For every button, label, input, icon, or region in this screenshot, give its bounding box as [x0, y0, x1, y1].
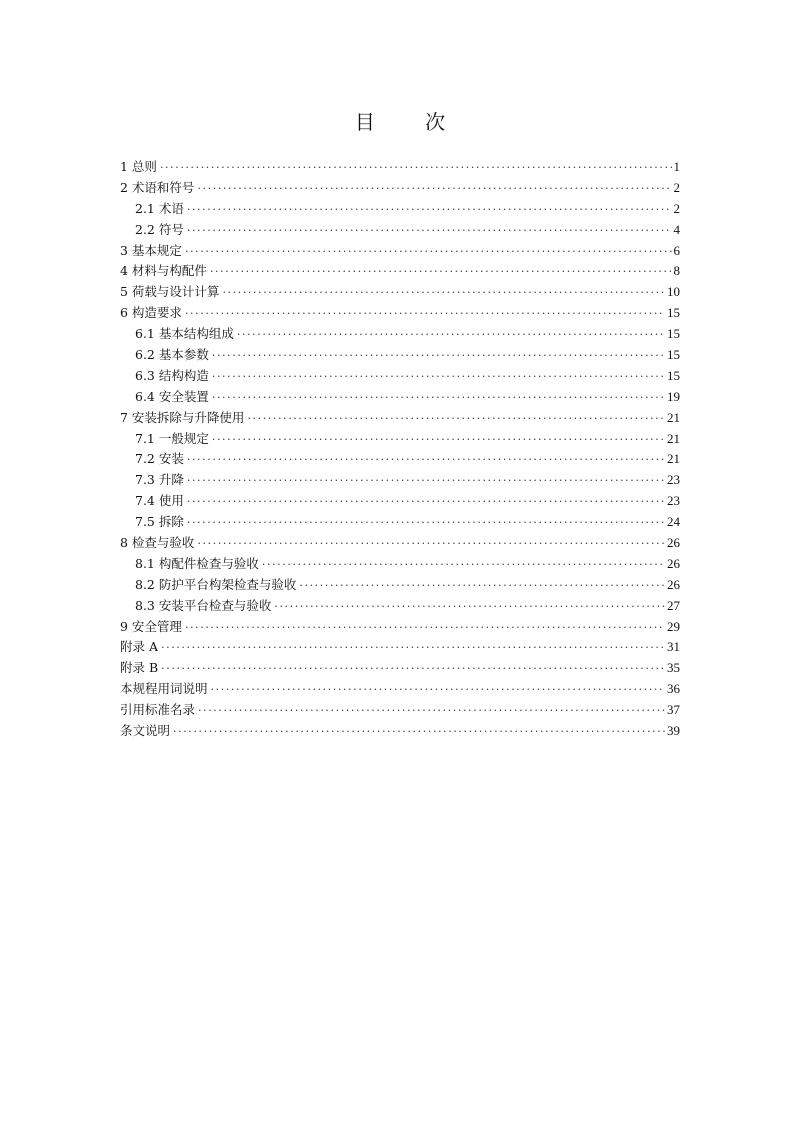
toc-entry-page: 26: [667, 535, 680, 551]
toc-entry-page: 27: [667, 597, 680, 613]
toc-entry-label: 2 术语和符号: [120, 179, 195, 195]
toc-entry-page: 35: [667, 660, 680, 676]
leader-dots: [212, 388, 665, 409]
toc-entry[interactable]: [120, 554, 680, 575]
toc-entry-label: 条文说明: [120, 723, 171, 739]
toc-entry-page: 37: [667, 702, 680, 718]
toc-entry-label: 1 总则: [120, 159, 157, 174]
toc-entry-label: 7.5 拆除: [135, 514, 184, 530]
table-of-contents: [120, 157, 680, 742]
toc-entry[interactable]: [120, 408, 680, 429]
leader-dots: [197, 179, 671, 200]
toc-entry-label: 7.2 安装: [135, 451, 184, 467]
toc-entry[interactable]: [120, 470, 680, 491]
toc-entry-label: 7.4 使用: [135, 493, 184, 509]
leader-dots: [247, 409, 665, 430]
toc-entry-label: 7.1 一般规定: [135, 430, 209, 446]
leader-dots: [210, 262, 672, 283]
toc-entry[interactable]: [120, 512, 680, 533]
toc-entry[interactable]: [120, 575, 680, 596]
toc-entry[interactable]: [120, 658, 680, 679]
toc-entry-page: 15: [667, 305, 680, 321]
toc-entry-page: 2: [673, 179, 680, 195]
toc-entry-label: 8.3 安装平台检查与验收: [135, 597, 272, 613]
toc-entry[interactable]: [120, 199, 680, 220]
leader-dots: [185, 304, 665, 325]
leader-dots: [274, 597, 665, 618]
toc-entry-label: 6.1 基本结构组成: [135, 326, 234, 342]
leader-dots: [187, 471, 665, 492]
leader-dots: [212, 367, 665, 388]
toc-entry[interactable]: [120, 261, 680, 282]
toc-entry-page: 39: [667, 723, 680, 739]
toc-entry-page: 21: [667, 409, 680, 425]
toc-entry-label: 9 安全管理: [120, 618, 182, 634]
toc-entry[interactable]: [120, 241, 680, 262]
leader-dots: [187, 221, 672, 242]
leader-dots: [173, 722, 665, 743]
toc-entry-label: 7 安装拆除与升降使用: [120, 409, 245, 425]
toc-entry[interactable]: [120, 596, 680, 617]
toc-entry[interactable]: [120, 303, 680, 324]
toc-entry-label: 8.2 防护平台构架检查与验收: [135, 576, 297, 592]
toc-entry-page: 21: [667, 430, 680, 446]
toc-entry-label: 附录 A: [120, 639, 159, 655]
toc-entry-label: 2.2 符号: [135, 221, 184, 237]
leader-dots: [187, 492, 665, 513]
toc-entry-page: 23: [667, 493, 680, 509]
toc-entry[interactable]: [120, 491, 680, 512]
toc-entry[interactable]: [120, 700, 680, 721]
toc-entry[interactable]: [120, 721, 680, 742]
leader-dots: [197, 534, 665, 555]
page-title: 目 次: [354, 110, 468, 134]
leader-dots: [211, 680, 665, 701]
leader-dots: [187, 450, 665, 471]
toc-entry-page: 26: [667, 576, 680, 592]
toc-entry[interactable]: [120, 449, 680, 470]
toc-entry-page: 10: [667, 284, 680, 300]
leader-dots: [185, 242, 672, 263]
toc-entry-page: 15: [667, 367, 680, 383]
toc-entry-label: 3 基本规定: [120, 242, 182, 258]
toc-entry[interactable]: [120, 157, 680, 178]
toc-entry-label: 8 检查与验收: [120, 535, 195, 551]
toc-entry[interactable]: [120, 282, 680, 303]
leader-dots: [222, 283, 665, 304]
toc-entry-page: 4: [673, 221, 680, 237]
toc-entry-page: 24: [667, 514, 680, 530]
leader-dots: [185, 618, 665, 639]
toc-entry[interactable]: [120, 429, 680, 450]
leader-dots: [299, 576, 665, 597]
toc-entry-page: 15: [667, 347, 680, 363]
toc-entry-page: 26: [667, 555, 680, 571]
toc-entry-page: 31: [667, 639, 680, 655]
toc-entry[interactable]: [120, 345, 680, 366]
toc-entry-page: 19: [667, 388, 680, 404]
toc-entry-label: 6.3 结构构造: [135, 367, 209, 383]
toc-entry[interactable]: [120, 220, 680, 241]
leader-dots: [198, 701, 665, 722]
toc-entry[interactable]: [120, 533, 680, 554]
toc-entry-page: 8: [673, 263, 680, 279]
toc-entry-page: 2: [673, 200, 680, 216]
leader-dots: [160, 158, 672, 179]
leader-dots: [161, 659, 665, 680]
toc-entry-label: 6 构造要求: [120, 305, 182, 321]
toc-entry-label: 7.3 升降: [135, 472, 184, 488]
leader-dots: [161, 638, 665, 659]
toc-entry[interactable]: [120, 178, 680, 199]
toc-entry-page: 15: [667, 326, 680, 342]
toc-entry-label: 6.4 安全装置: [135, 388, 209, 404]
toc-entry[interactable]: [120, 679, 680, 700]
toc-entry-label: 引用标准名录: [120, 702, 196, 718]
toc-entry-label: 附录 B: [120, 660, 159, 676]
toc-entry-label: 4 材料与构配件: [120, 263, 207, 279]
toc-entry-label: 6.2 基本参数: [135, 347, 209, 363]
toc-entry[interactable]: [120, 387, 680, 408]
toc-entry-page: 1: [673, 159, 680, 174]
leader-dots: [212, 346, 665, 367]
toc-entry-label: 5 荷载与设计计算: [120, 284, 220, 300]
toc-entry-label: 2.1 术语: [135, 200, 184, 216]
leader-dots: [187, 200, 672, 221]
leader-dots: [262, 555, 665, 576]
toc-entry-page: 36: [667, 681, 680, 697]
toc-entry-label: 本规程用词说明: [120, 681, 208, 697]
toc-entry[interactable]: [120, 637, 680, 658]
toc-entry[interactable]: [120, 324, 680, 345]
toc-entry-page: 6: [673, 242, 680, 258]
toc-entry[interactable]: [120, 617, 680, 638]
toc-entry[interactable]: [120, 366, 680, 387]
toc-entry-page: 21: [667, 451, 680, 467]
leader-dots: [187, 513, 665, 534]
toc-entry-page: 23: [667, 472, 680, 488]
leader-dots: [212, 430, 665, 451]
toc-entry-page: 29: [667, 618, 680, 634]
toc-entry-label: 8.1 构配件检查与验收: [135, 555, 259, 571]
leader-dots: [237, 325, 665, 346]
